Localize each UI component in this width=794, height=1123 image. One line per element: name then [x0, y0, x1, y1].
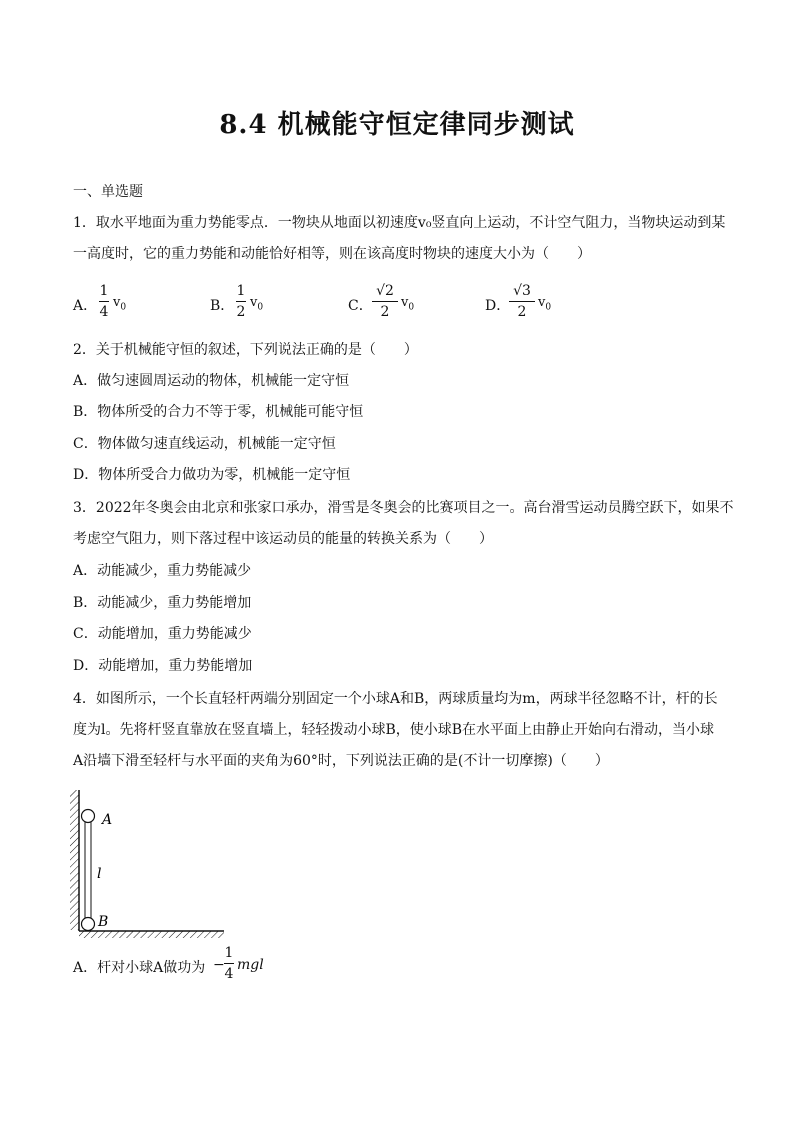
q2-stem: 2．关于机械能守恒的叙述，下列说法正确的是（ ）	[73, 342, 418, 358]
fraction-denominator: 2	[236, 304, 246, 320]
floor-hatching	[79, 931, 224, 938]
velocity-symbol: v	[538, 295, 546, 310]
label-l: l	[97, 866, 102, 882]
velocity-subscript: 0	[257, 302, 264, 313]
fraction-denominator: 2	[517, 304, 527, 320]
q1-option-c[interactable]	[348, 282, 468, 326]
q1-stem-line1: 1．取水平地面为重力势能零点．一物块从地面以初速度v₀竖直向上运动，不计空气阻力，当物块运动到某	[73, 215, 726, 231]
q2-option-a[interactable]: A．做匀速圆周运动的物体，机械能一定守恒	[73, 373, 350, 389]
label-a: A	[102, 812, 113, 828]
q3-option-b[interactable]: B．动能减少，重力势能增加	[73, 595, 252, 611]
velocity-symbol: v	[401, 295, 409, 310]
velocity-symbol: v	[250, 295, 258, 310]
q1-option-c-velocity	[401, 295, 414, 313]
q2-option-c[interactable]: C．物体做匀速直线运动，机械能一定守恒	[73, 436, 336, 452]
sqrt-sign: √	[376, 283, 385, 299]
q1-option-a-fraction	[99, 282, 109, 321]
rod-wall-diagram	[66, 786, 236, 941]
q1-option-d-fraction	[509, 282, 535, 321]
q4-option-a-text: A．杆对小球A做功为	[73, 960, 206, 976]
q1-stem-line2: 一高度时，它的重力势能和动能恰好相等，则在该高度时物块的速度大小为（ ）	[73, 246, 591, 262]
q4-stem-line3: A沿墙下滑至轻杆与水平面的夹角为60°时，下列说法正确的是(不计一切摩擦)（ ）	[73, 753, 609, 769]
fraction-bar	[99, 301, 109, 302]
q2-option-d[interactable]: D．物体所受合力做功为零，机械能一定守恒	[73, 467, 351, 483]
fraction-numerator	[509, 282, 535, 300]
q1-option-a-label: A．	[73, 298, 98, 314]
q1-option-c-fraction	[372, 282, 398, 321]
q1-option-b-fraction	[236, 282, 246, 321]
fraction-denominator: 4	[224, 966, 234, 982]
q3-option-d[interactable]: D．动能增加，重力势能增加	[73, 658, 253, 674]
q3-option-a[interactable]: A．动能减少，重力势能减少	[73, 563, 252, 579]
fraction-bar	[372, 301, 398, 302]
q1-option-c-label: C．	[348, 298, 373, 314]
rod	[85, 820, 91, 922]
q3-stem-line1: 3．2022年冬奥会由北京和张家口承办，滑雪是冬奥会的比赛项目之一。高台滑雪运动员腾空跃下，如果不	[73, 500, 734, 516]
velocity-symbol: v	[113, 295, 121, 310]
radicand: 3	[522, 283, 531, 299]
page-title: 8.4 机械能守恒定律同步测试	[219, 110, 575, 140]
q1-option-b[interactable]	[210, 282, 330, 326]
velocity-subscript: 0	[408, 302, 415, 313]
q1-option-b-velocity	[250, 295, 263, 313]
q1-option-d[interactable]	[485, 282, 605, 326]
q4-option-a-mgl: mgl	[237, 957, 264, 973]
q3-stem-line2: 考虑空气阻力，则下落过程中该运动员的能量的转换关系为（ ）	[73, 531, 493, 547]
q4-option-a-fraction	[224, 944, 234, 983]
q1-option-d-velocity	[538, 295, 551, 313]
q2-option-b[interactable]: B．物体所受的合力不等于零，机械能可能守恒	[73, 404, 364, 420]
velocity-subscript: 0	[120, 302, 127, 313]
ball-a	[82, 810, 95, 823]
label-b: B	[98, 914, 109, 930]
fraction-numerator	[372, 282, 398, 300]
q3-option-c[interactable]: C．动能增加，重力势能减少	[73, 626, 252, 642]
fraction-bar	[509, 301, 535, 302]
section-heading: 一、单选题	[73, 184, 143, 200]
q4-stem-line1: 4．如图所示，一个长直轻杆两端分别固定一个小球A和B，两球质量均为m，两球半径忽略不计，杆的长	[73, 691, 718, 707]
fraction-numerator: 1	[99, 283, 109, 299]
q4-stem-line2: 度为l。先将杆竖直靠放在竖直墙上，轻轻拨动小球B，使小球B在水平面上由静止开始向右滑动，当小球	[73, 722, 715, 738]
ball-b	[82, 918, 95, 931]
fraction-numerator: 1	[236, 283, 246, 299]
fraction-bar	[236, 301, 246, 302]
sqrt-sign: √	[513, 283, 522, 299]
velocity-subscript: 0	[545, 302, 552, 313]
radicand: 2	[385, 283, 394, 299]
fraction-numerator: 1	[224, 945, 234, 961]
q1-option-a[interactable]	[73, 282, 193, 326]
fraction-denominator: 2	[380, 304, 390, 320]
wall-hatching	[70, 790, 79, 930]
q4-option-a-minus: −	[213, 957, 225, 973]
q4-figure	[66, 786, 236, 945]
q1-option-b-label: B．	[210, 298, 235, 314]
fraction-denominator: 4	[99, 304, 109, 320]
q1-option-d-label: D．	[485, 298, 511, 314]
q1-option-a-velocity	[113, 295, 126, 313]
q4-option-a[interactable]	[73, 944, 373, 988]
fraction-bar	[224, 963, 234, 964]
